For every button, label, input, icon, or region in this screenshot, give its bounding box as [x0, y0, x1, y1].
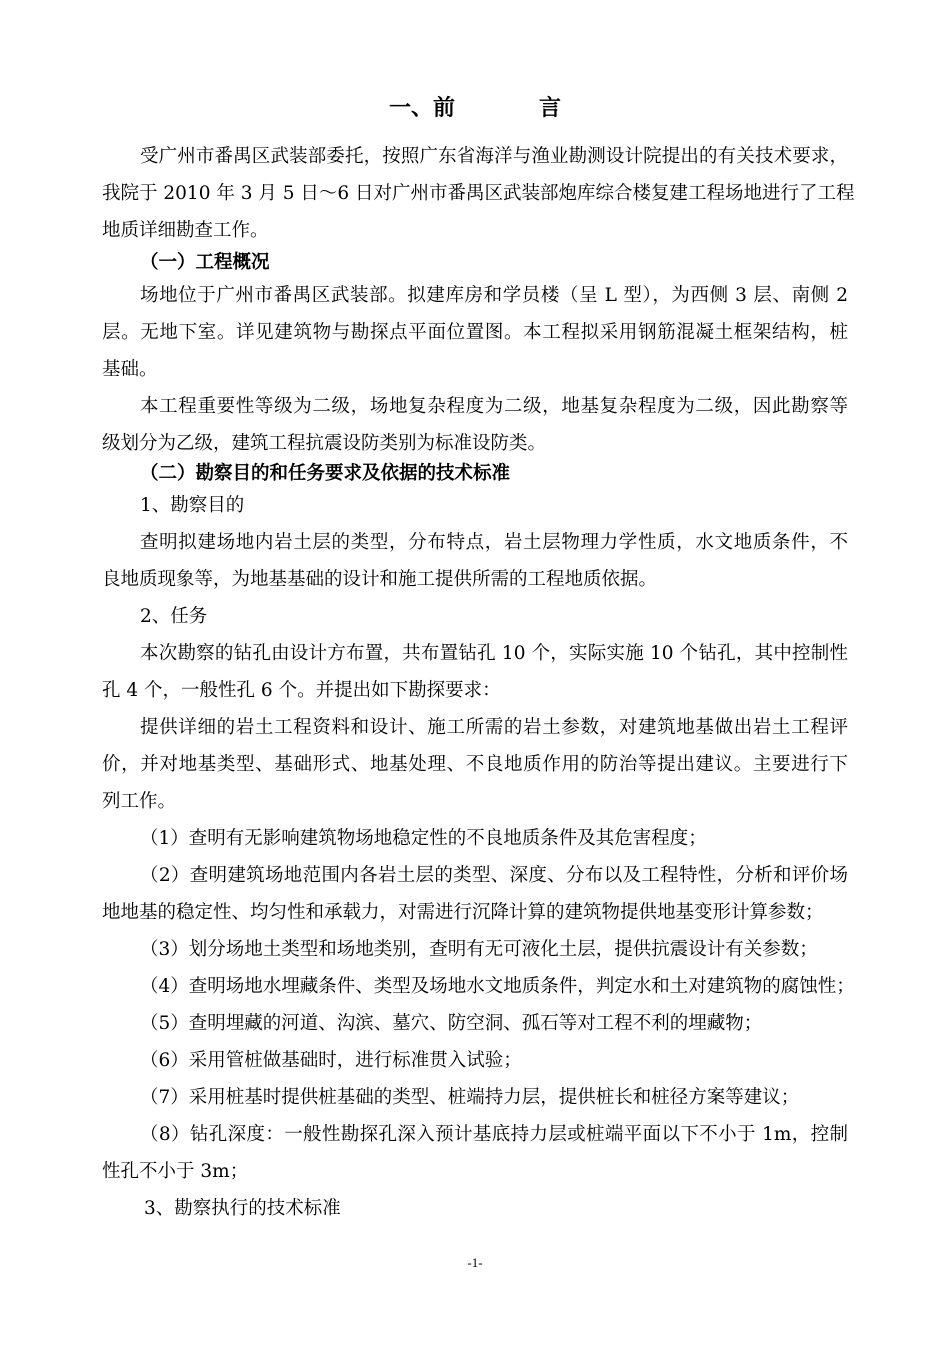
paragraph-line: 良地质现象等，为地基基础的设计和施工提供所需的工程地质依据。 — [102, 569, 658, 590]
paragraph-line: 地质详细勘查工作。 — [102, 220, 269, 241]
list-item: （4）查明场地水埋藏条件、类型及场地水文地质条件，判定水和土对建筑物的腐蚀性； — [140, 976, 855, 997]
paragraph-line: 基础。 — [102, 359, 158, 380]
page-number: -1- — [467, 1255, 483, 1270]
list-item: （2）查明建筑场地范围内各岩土层的类型、深度、分布以及工程特性，分析和评价场 — [140, 865, 848, 886]
list-item: （5）查明埋藏的河道、沟滨、墓穴、防空洞、孤石等对工程不利的埋藏物； — [140, 1013, 763, 1034]
paragraph-line: 我院于 2010 年 3 月 5 日～6 日对广州市番禺区武装部炮库综合楼复建工程场地进行了工程 — [102, 183, 855, 204]
subheading-purpose: 1、勘察目的 — [140, 495, 245, 516]
title-part-1: 一、前 — [388, 96, 455, 121]
paragraph-line: 受广州市番禺区武装部委托，按照广东省海洋与渔业勘测设计院提出的有关技术要求， — [140, 146, 848, 167]
list-item-continuation: 性孔不小于 3m； — [102, 1161, 249, 1182]
list-item-continuation: 地地基的稳定性、均匀性和承载力，对需进行沉降计算的建筑物提供地基变形计算参数； — [102, 902, 824, 923]
subheading-tasks: 2、任务 — [140, 606, 208, 627]
paragraph-line: 提供详细的岩土工程资料和设计、施工所需的岩土参数，对建筑地基做出岩土工程评 — [140, 717, 848, 738]
section-title — [0, 94, 950, 124]
paragraph-line: 本工程重要性等级为二级，场地复杂程度为二级，地基复杂程度为二级，因此勘察等 — [140, 396, 848, 417]
list-item: （3）划分场地土类型和场地类别，查明有无可液化土层，提供抗震设计有关参数； — [140, 939, 818, 960]
list-item: （1）查明有无影响建筑物场地稳定性的不良地质条件及其危害程度； — [140, 828, 707, 849]
subheading-technical-standards: 3、勘察执行的技术标准 — [144, 1198, 341, 1219]
heading-project-overview: （一）工程概况 — [140, 252, 270, 273]
paragraph-line: 孔 4 个，一般性孔 6 个。并提出如下勘探要求： — [102, 680, 501, 701]
heading-survey-purpose: （二）勘察目的和任务要求及依据的技术标准 — [140, 463, 511, 484]
paragraph-line: 级划分为乙级，建筑工程抗震设防类别为标准设防类。 — [102, 433, 547, 454]
paragraph-line: 本次勘察的钻孔由设计方布置，共布置钻孔 10 个，实际实施 10 个钻孔，其中控制性 — [140, 643, 848, 664]
list-item: （7）采用桩基时提供桩基础的类型、桩端持力层，提供桩长和桩径方案等建议； — [140, 1087, 800, 1108]
paragraph-line: 价，并对地基类型、基础形式、地基处理、不良地质作用的防治等提出建议。主要进行下 — [102, 754, 848, 775]
paragraph-line: 列工作。 — [102, 791, 177, 812]
paragraph-line: 查明拟建场地内岩土层的类型，分布特点，岩土层物理力学性质，水文地质条件，不 — [140, 532, 848, 553]
list-item: （6）采用管桩做基础时，进行标准贯入试验； — [140, 1050, 522, 1071]
paragraph-line: 场地位于广州市番禺区武装部。拟建库房和学员楼（呈 L 型），为西侧 3 层、南侧 2 — [140, 285, 848, 306]
paragraph-line: 层。无地下室。详见建筑物与勘探点平面位置图。本工程拟采用钢筋混凝土框架结构，桩 — [102, 322, 848, 343]
list-item: （8）钻孔深度：一般性勘探孔深入预计基底持力层或桩端平面以下不小于 1m，控制 — [140, 1124, 848, 1145]
title-part-2: 言 — [539, 96, 562, 121]
